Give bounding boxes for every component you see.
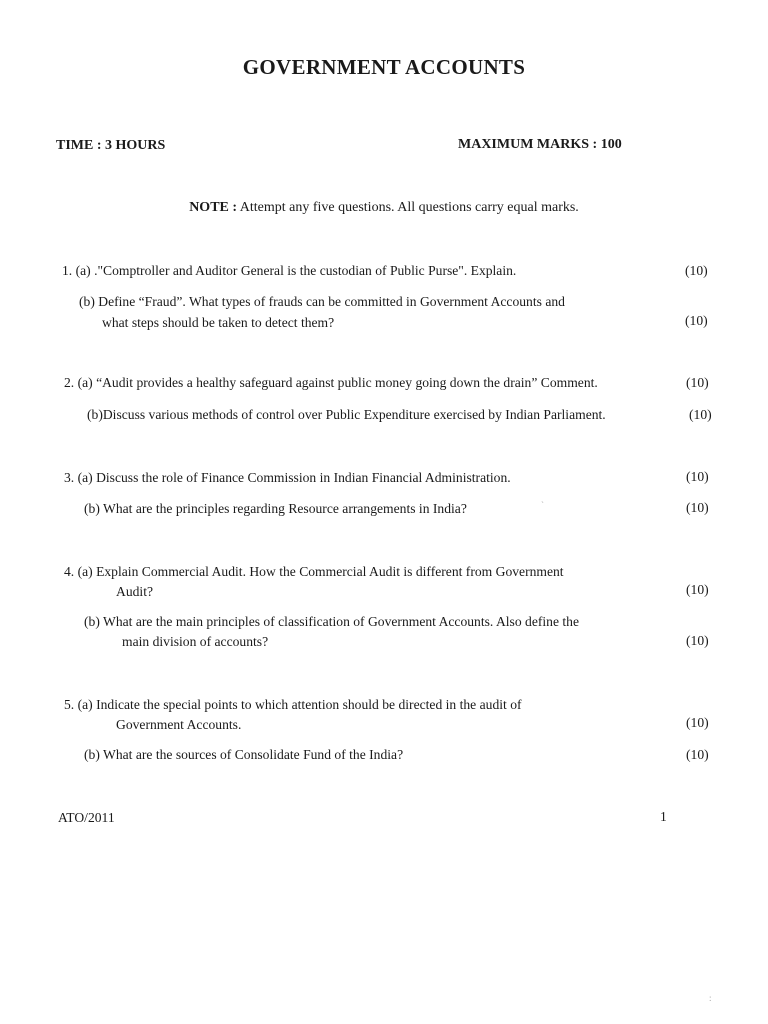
question-3a-marks: (10) [686,469,709,484]
scan-speck: : [709,993,712,1003]
question-4a-line-1: 4. (a) Explain Commercial Audit. How the Commercial Audit is different from Government [64,564,564,579]
question-4a-line-2: Audit? [116,584,153,599]
question-5b-marks: (10) [686,747,709,762]
max-marks-label: MAXIMUM MARKS : 100 [458,137,622,152]
question-1a-line-1: 1. (a) ."Comptroller and Auditor General is the custodian of Public Purse". Explain. [62,263,517,278]
note-text: Attempt any five questions. All questions carry equal marks. [237,200,579,215]
question-4a-marks: (10) [686,582,709,597]
paper-code: ATO/2011 [58,810,115,825]
question-1b-marks: (10) [685,313,708,328]
question-5a-line-2: Government Accounts. [116,717,242,732]
question-1b-line-1: (b) Define “Fraud”. What types of frauds can be committed in Government Accounts and [79,294,565,309]
question-4b-line-2: main division of accounts? [122,634,269,649]
question-2a-line-1: 2. (a) “Audit provides a healthy safeguard against public money going down the drain” Comment. [64,375,598,390]
question-2a-marks: (10) [686,375,709,390]
question-5a-marks: (10) [686,715,709,730]
question-2b-marks: (10) [689,407,712,422]
question-4b-line-1: (b) What are the main principles of classification of Government Accounts. Also define the [84,614,580,629]
note-label: NOTE : [189,200,238,215]
question-1a-marks: (10) [685,263,708,278]
question-2b-line-1: (b)Discuss various methods of control over Public Expenditure exercised by Indian Parliament. [87,407,606,422]
question-3a-line-1: 3. (a) Discuss the role of Finance Commission in Indian Financial Administration. [64,470,511,485]
time-label: TIME : 3 HOURS [56,138,166,153]
question-1b-line-2: what steps should be taken to detect them? [102,315,335,330]
question-3b-marks: (10) [686,500,709,515]
exam-note [0,200,768,216]
question-4b-marks: (10) [686,633,709,648]
question-3b-line-1: (b) What are the principles regarding Resource arrangements in India? [84,501,467,516]
page-number: 1 [660,809,667,824]
question-5a-line-1: 5. (a) Indicate the special points to which attention should be directed in the audit of [64,697,522,712]
page-title: GOVERNMENT ACCOUNTS [242,55,526,79]
stray-mark: ` [541,500,544,510]
question-5b-line-1: (b) What are the sources of Consolidate Fund of the India? [84,747,404,762]
